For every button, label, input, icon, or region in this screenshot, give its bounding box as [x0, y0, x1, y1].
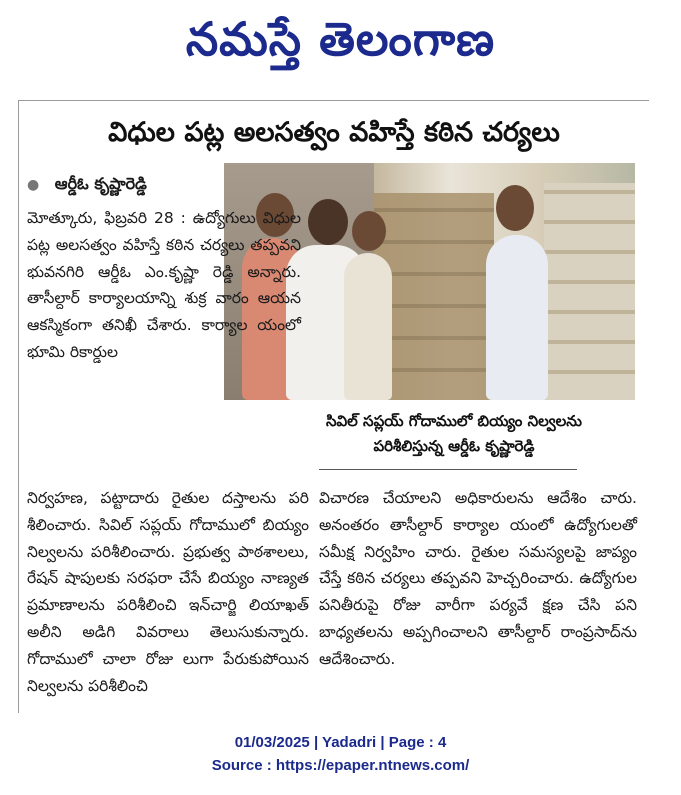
article-byline [27, 171, 147, 197]
photo-caption [269, 409, 639, 459]
photo-rice-sacks [374, 193, 494, 400]
caption-line-1: సివిల్ సప్లయ్ గోదాములో బియ్యం నిల్వలను [325, 412, 582, 430]
photo-head-3 [352, 211, 386, 251]
photo-person-3 [344, 253, 392, 400]
news-clipping [18, 100, 649, 713]
photo-person-4 [486, 235, 548, 400]
caption-divider [319, 469, 577, 470]
newspaper-masthead [0, 0, 681, 78]
footer-date-edition: 01/03/2025 | Yadadri | Page : 4 [234, 734, 447, 751]
photo-head-4 [496, 185, 534, 231]
masthead-logo: నమస్తే తెలంగాణ [185, 12, 496, 66]
bullet-icon: ● [27, 177, 40, 193]
article-column-2: విచారణ చేయాలని అధికారులను ఆదేశిం చారు. అనంతరం తాసీల్దార్ కార్యాల యంలో ఉద్యోగులతో సమీక్ష నిర్వహిం చారు. రైతుల సమస్యలపై జాప్యం చేస్తే కఠిన చర్యలు తప్పవని హెచ్చరించారు. ఉద్యోగుల పనితీరుపై రోజు వారీగా పర్యవే క్షణ చేసి పని బాధ్యతలను అప్పగించాలని తాసీల్దార్ రాంప్రసాద్‌ను ఆదేశించారు. [319, 489, 637, 668]
article-headline: విధుల పట్ల అలసత్వం వహిస్తే కఠిన చర్యలు [108, 117, 560, 148]
footer-source: Source : https://epaper.ntnews.com/ [211, 757, 470, 774]
article-column-1: మోత్కూరు, ఫిబ్రవరి 28 : ఉద్యోగులు విధుల పట్ల అలసత్వం వహిస్తే కఠిన చర్యలు తప్పవని భువనగిరి ఆర్డీఓ ఎం.కృష్ణా రెడ్డి అన్నారు. తాసీల్దార్ కార్యాలయాన్ని శుక్ర వారం ఆయన ఆకస్మికంగా తనిఖీ చేశారు. కార్యాల యంలో భూమి రికార్డుల [27, 209, 301, 361]
photo-rice-sacks-right [544, 183, 635, 400]
photo-head-2 [308, 199, 348, 245]
byline-text: ఆర్డీఓ కృష్ణారెడ్డి [54, 174, 147, 193]
caption-line-2: పరిశీలిస్తున్న ఆర్డీఓ కృష్ణారెడ్డి [373, 437, 535, 455]
article-column-1-continued: నిర్వహణ, పట్టాదారు రైతుల దస్తాలను పరి శీలించారు. సివిల్ సప్లయ్ గోదాములో బియ్యం నిల్వలను పరిశీలించారు. ప్రభుత్వ పాఠశాలలు, రేషన్ షాపులకు సరఫరా చేసే బియ్యం నాణ్యత ప్రమాణాలను పరిశీలించి ఇన్‌చార్జి లియాఖత్ అలీని అడిగి వివరాలు తెలుసుకున్నారు. గోదాములో చాలా రోజు లుగా పేరుకుపోయిన నిల్వలను పరిశీలించి [27, 489, 309, 695]
